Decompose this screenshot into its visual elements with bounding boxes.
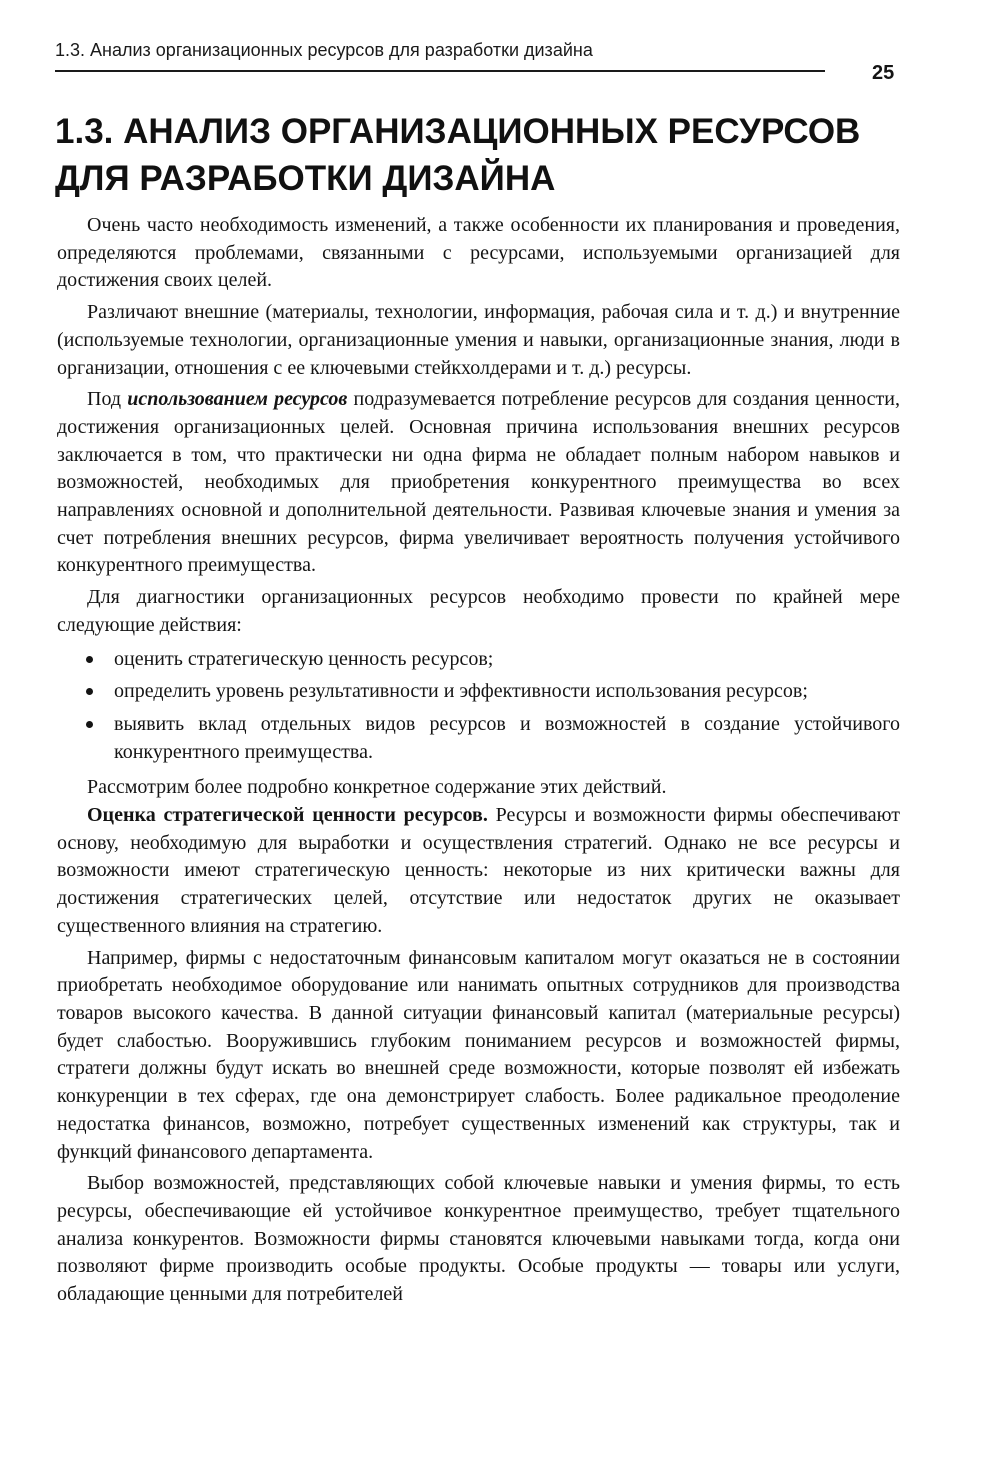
action-list [57,646,900,767]
list-item: выявить вклад отдельных видов ресурсов и возможностей в создание устойчивого конкурентного преимущества. [57,711,900,766]
body-text [57,212,900,1309]
paragraph-transition: Рассмотрим более подробно конкретное содержание этих действий. [87,776,667,799]
paragraph-example: Например, фирмы с недостаточным финансовым капиталом могут оказаться не в состоянии приобретать необходимое оборудование или нанимать опытных сотрудников для производства товаров высокого качества. В данной ситуации финансовый капитал (материальные ресурсы) будет слабостью. Вооружившись глубоким пониманием ресурсов и возможностей фирмы, стратеги должны будут искать во внешней среде возможности, которые позволят ей избежать конкуренции в тех сферах, где она демонстрирует слабость. Более радикальное преодоление недостатка финансов, возможно, потребует существенных изменений как структуры, так и функций финансового департамента. [57,946,900,1163]
paragraph-intro: Очень часто необходимость изменений, а также особенности их планирования и проведения, определяются проблемами, связанными с ресурсами, используемыми организацией для достижения своих целей. [57,214,900,292]
paragraph-body: Ресурсы и возможности фирмы обеспечивают основу, необходимую для выработки и осуществления стратегий. Однако не все ресурсы и возможности имеют стратегическую ценность: некоторые из них критически важны для достижения стратегических целей, отсутствие или недостаток других не оказывает существенного влияния на стратегию. [57,804,900,937]
paragraph-lead: Под [87,388,128,411]
header-rule [55,70,825,72]
section-heading-line-2: ДЛЯ РАЗРАБОТКИ ДИЗАЙНА [55,159,556,198]
running-head: 1.3. Анализ организационных ресурсов для разработки дизайна [55,40,593,60]
paragraph-strategic-value [57,802,900,941]
list-item: определить уровень результативности и эффективности использования ресурсов; [57,678,900,706]
paragraph-resource-usage [57,386,900,580]
paragraph-body: подразумевается потребление ресурсов для создания ценности, достижения организационных целей. Основная причина использования внешних ресурсов заключается в том, что практически ни одна фирма не обладает полным набором навыков и возможностей, необходимых для приобретения конкурентного преимущества во всех направлениях основной и дополнительной деятельности. Развивая ключевые знания и умения за счет потребления внешних ресурсов, фирма увеличивает вероятность получения устойчивого конкурентного преимущества. [57,388,900,577]
section-heading [55,108,935,202]
section-heading-line-1: 1.3. АНАЛИЗ ОРГАНИЗАЦИОННЫХ РЕСУРСОВ [55,112,861,151]
term-resource-usage: использованием ресурсов [127,388,348,411]
paragraph-diagnostics: Для диагностики организационных ресурсов необходимо провести по крайней мере следующие действия: [57,586,900,636]
list-item: оценить стратегическую ценность ресурсов; [57,646,900,674]
paragraph-key-skills: Выбор возможностей, представляющих собой ключевые навыки и умения фирмы, то есть ресурсы, обеспечивающие ей устойчивое конкурентное преимущество, требует тщательного анализа конкурентов. Возможности фирмы становятся ключевыми навыками тогда, когда они позволяют фирме производить особые продукты. Особые продукты — товары или услуги, обладающие ценными для потребителей [57,1172,900,1306]
term-strategic-value: Оценка стратегической ценности ресурсов. [87,804,488,827]
page-number: 25 [872,62,895,84]
paragraph-resource-types: Различают внешние (материалы, технологии, информация, рабочая сила и т. д.) и внутренние (используемые технологии, организационные умения и навыки, организационные знания, люди в организации, отношения с ее ключевыми стейкхолдерами и т. д.) ресурсы. [57,301,900,379]
